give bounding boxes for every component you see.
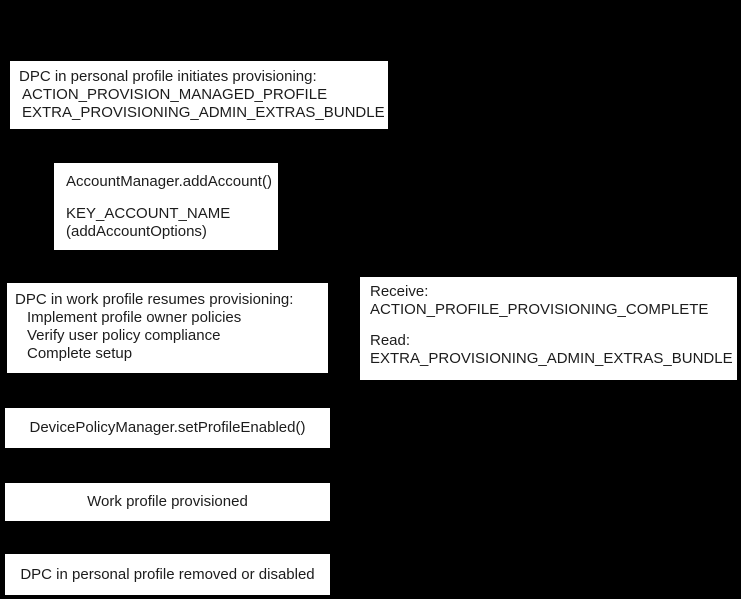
- box-dpc-initiates-provisioning: [10, 61, 388, 129]
- box-text-line: Read:: [370, 332, 411, 349]
- box-text-line: Receive:: [370, 283, 429, 300]
- box-text-line: Verify user policy compliance: [27, 327, 221, 344]
- box-text-line: EXTRA_PROVISIONING_ADMIN_EXTRAS_BUNDLE: [22, 104, 385, 121]
- box-account-manager-add-account: [54, 163, 278, 250]
- box-text-line: Work profile provisioned: [87, 493, 248, 510]
- box-text-line: KEY_ACCOUNT_NAME: [66, 205, 231, 222]
- box-receive-provisioning-complete: [360, 277, 737, 380]
- box-dpc-removed-or-disabled: [5, 554, 330, 595]
- box-set-profile-enabled: [5, 408, 330, 448]
- box-text-line: (addAccountOptions): [66, 223, 207, 240]
- box-text-line: ACTION_PROFILE_PROVISIONING_COMPLETE: [370, 301, 709, 318]
- box-dpc-resumes-provisioning: [7, 283, 328, 373]
- box-text-line: Complete setup: [27, 345, 133, 362]
- box-text-line: DPC in personal profile initiates provisioning:: [19, 68, 317, 85]
- box-text-line: DevicePolicyManager.setProfileEnabled(): [29, 419, 306, 436]
- box-text-line: AccountManager.addAccount(): [66, 173, 272, 190]
- box-work-profile-provisioned: [5, 483, 330, 521]
- box-text-line: DPC in work profile resumes provisioning:: [15, 291, 294, 308]
- box-text-line: Implement profile owner policies: [27, 309, 242, 326]
- box-text-line: ACTION_PROVISION_MANAGED_PROFILE: [22, 86, 328, 103]
- box-text-line: EXTRA_PROVISIONING_ADMIN_EXTRAS_BUNDLE: [370, 350, 733, 367]
- box-text-line: DPC in personal profile removed or disabled: [20, 565, 315, 583]
